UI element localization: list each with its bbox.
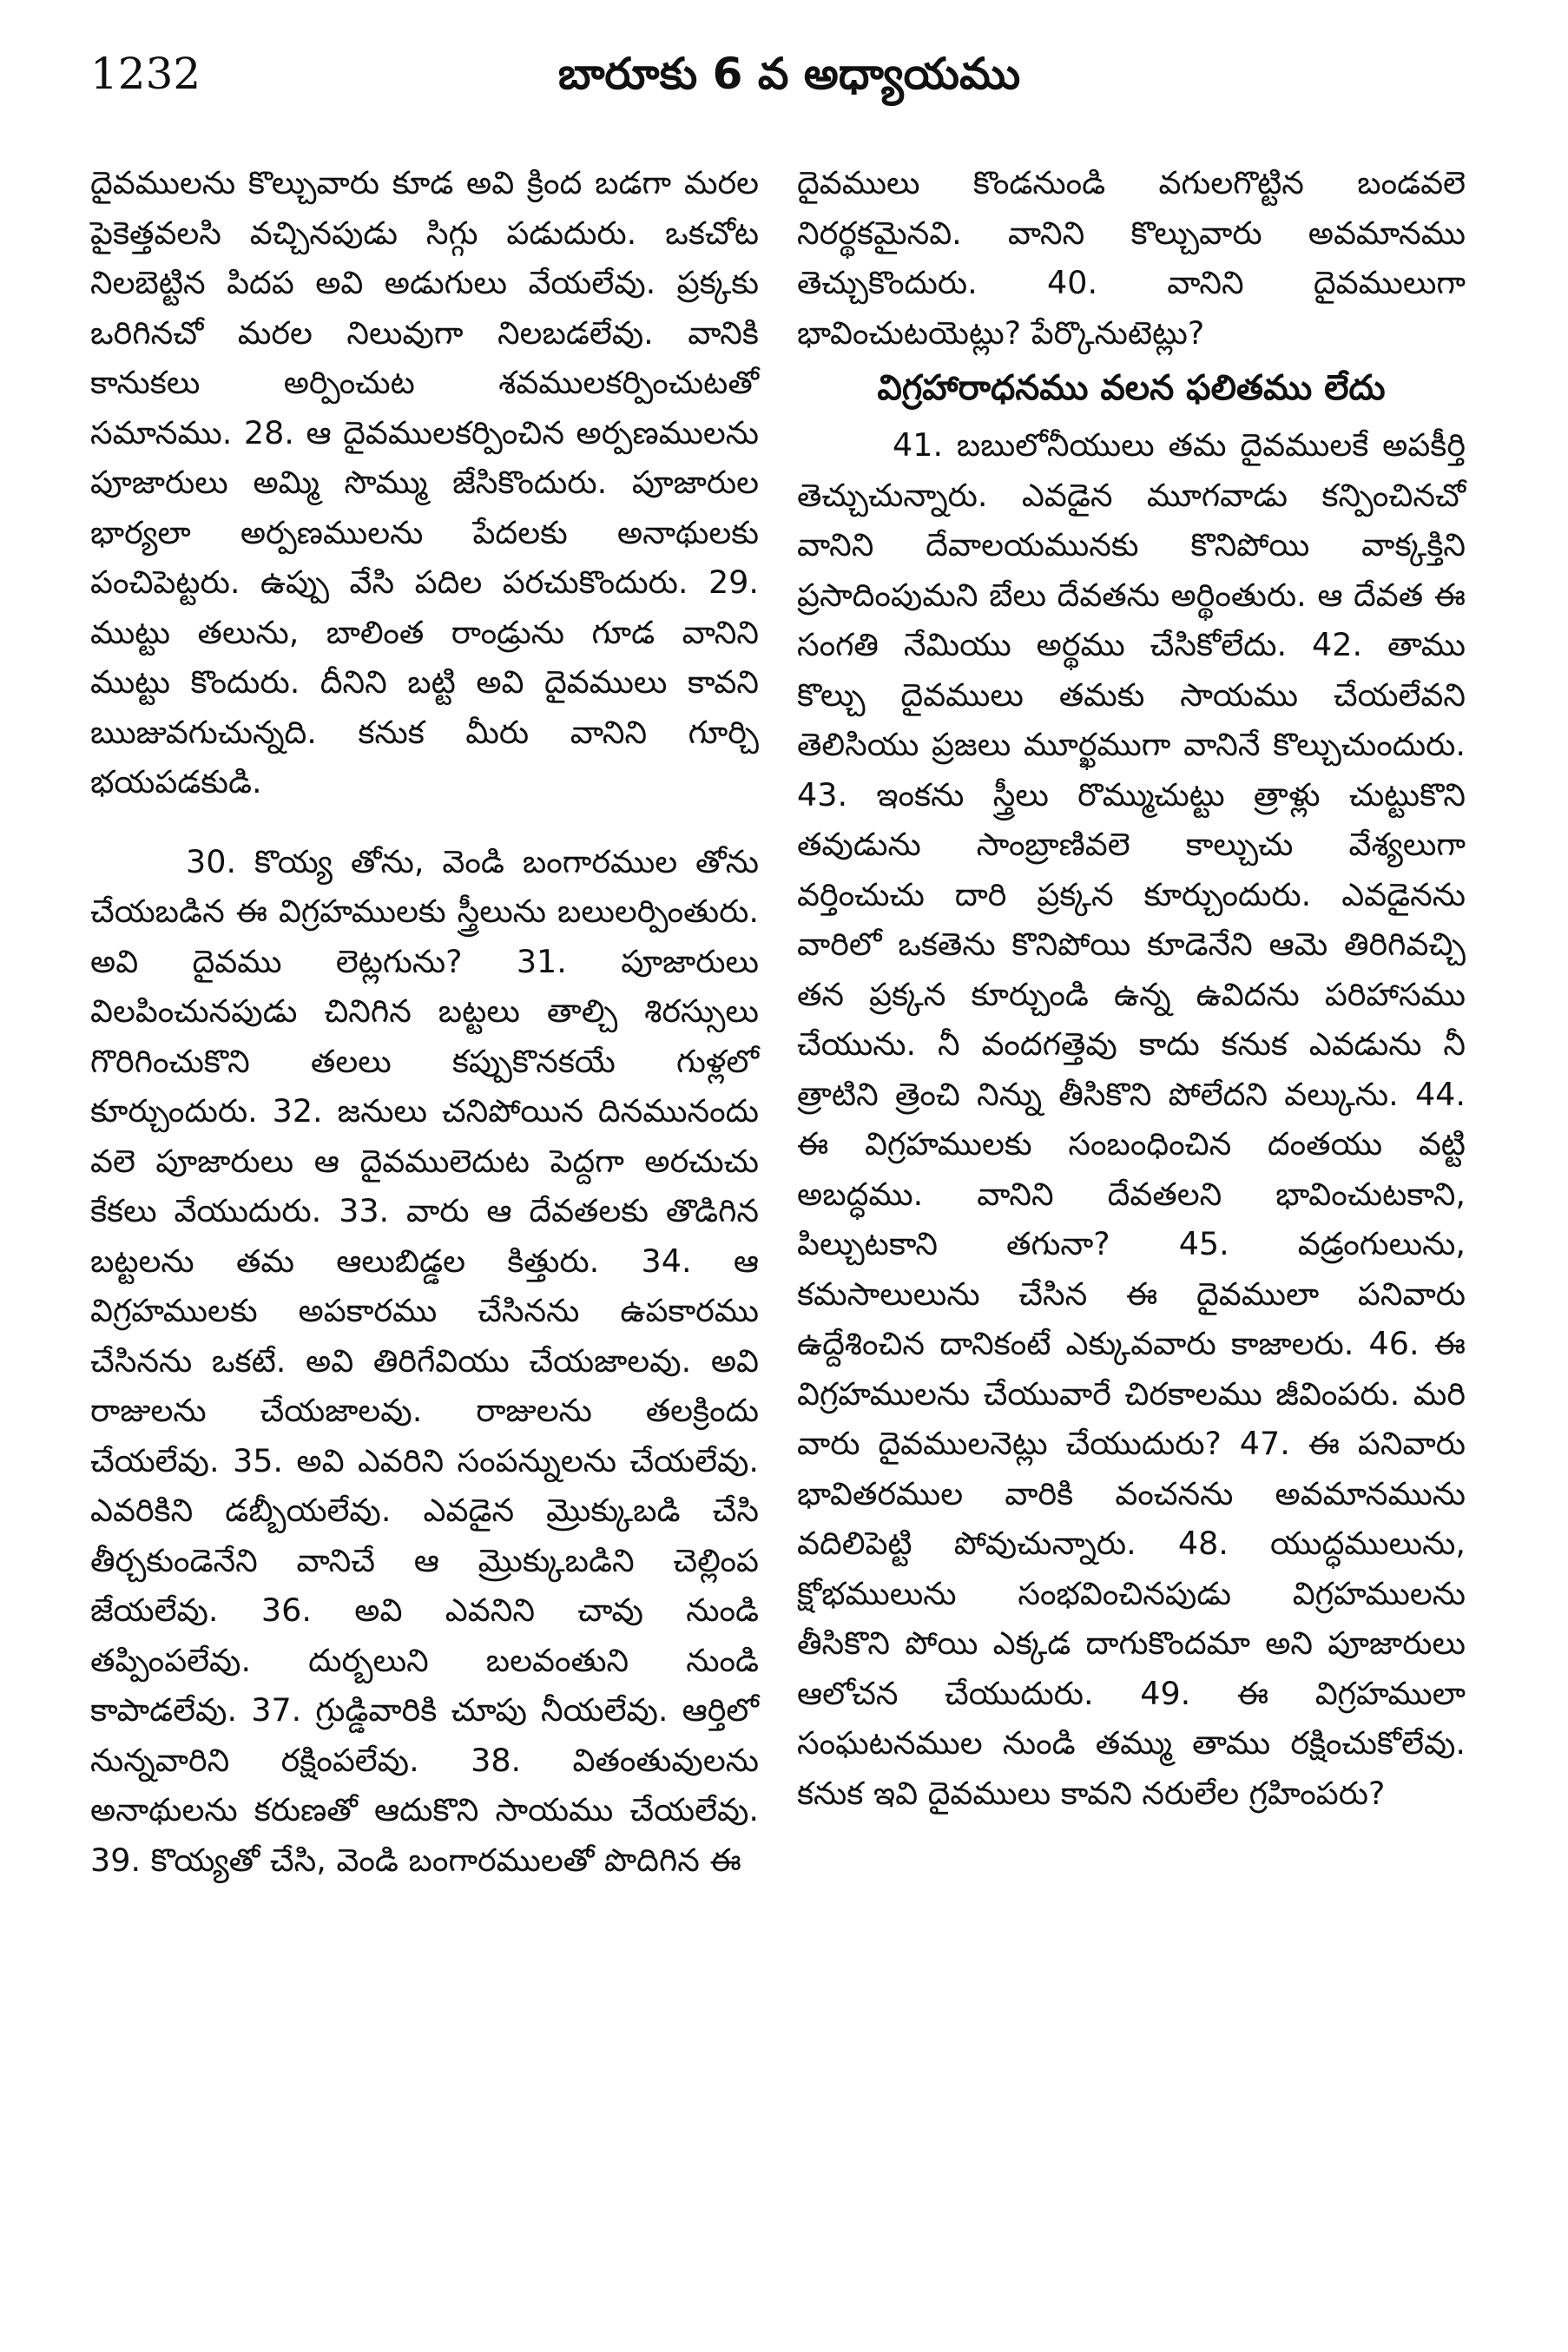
body-paragraph: 41. బబులోనీయులు తమ దైవములకే అపకీర్తి తెచ్చుచున్నారు. ఎవడైన మూగవాడు కన్పించినచో వానిని దేవాలయమునకు కొనిపోయి వాక్కక్తిని ప్రసాదింపుమని బేలు దేవతను అర్థింతురు. ఆ దేవత ఈ సంగతి నేమియు అర్థము చేసికోలేదు. 42. తాము కొల్చు దైవములు తమకు సాయము చేయలేవని తెలిసియు ప్రజలు మూర్ఖముగా వానినే కొల్చుచుందురు. 43. ఇంకను స్త్రీలు రొమ్ముచుట్టు త్రాళ్లు చుట్టుకొని తవుడును సాంబ్రాణివలె కాల్చుచు వేశ్యలుగా వర్తించుచు దారి ప్రక్కన కూర్చుందురు. ఎవడైనను వారిలో ఒకతెను కొనిపోయి కూడెనేని ఆమె తిరిగివచ్చి తన ప్రక్కన కూర్చుండి ఉన్న ఉవిదను పరిహాసము చేయును. నీ వందగత్తెవు కాదు కనుక ఎవడును నీ త్రాటిని త్రెంచి నిన్ను తీసికొని పోలేదని వల్కును. 44. ఈ విగ్రహములకు సంబంధించిన దంతయు వట్టి అబద్ధము. వానిని దేవతలని భావించుటకాని, పిల్చుటకాని తగునా? 45. వడ్రంగులును, కమసాలులును చేసిన ఈ దైవములా పనివారు ఉద్దేశించిన దానికంటే ఎక్కువవారు కాజాలరు. 46. ఈ విగ్రహములను చేయువారే చిరకాలము జీవింపరు. మరి వారు దైవములనెట్లు చేయుదురు? 47. ఈ పనివారు భావితరముల వారికి వంచనను అవమానమును వదిలిపెట్టి పోవుచున్నారు. 48. యుద్ధములును, క్షోభములును సంభవించినపుడు విగ్రహములను తీసికొని పోయి ఎక్కడ దాగుకొందమా అని పూజారులు ఆలోచన చేయుదురు. 49. ఈ విగ్రహములా సంఘటనముల నుండి తమ్ము తాము రక్షించుకోలేవు. కనుక ఇవి దైవములు కావని నరులేల గ్రహింపరు?: [797, 426, 1466, 1812]
body-paragraph: దైవములను కొల్చువారు కూడ అవి క్రింద బడగా మరల పైకెత్తవలసి వచ్చినపుడు సిగ్గు పడుదురు. ఒకచోట నిలబెట్టిన పిదప అవి అడుగులు వేయలేవు. ప్రక్కకు ఒరిగినచో మరల నిలువుగా నిలబడలేవు. వానికి కానుకలు అర్పించుట శవములకర్పించుటతో సమానము. 28. ఆ దైవములకర్పించిన అర్పణములను పూజారులు అమ్మి సొమ్ము జేసికొందురు. పూజారుల భార్యలా అర్పణములను పేదలకు అనాథులకు పంచిపెట్టరు. ఉప్పు వేసి పదిల పరచుకొందురు. 29. ముట్టు తలును, బాలింత రాండ్రును గూడ వానిని ముట్టు కొందురు. దీనిని బట్టి అవి దైవములు కావని ఋజువగుచున్నది. కనుక మీరు వానిని గూర్చి భయపడకుడి.: [90, 164, 759, 800]
section-heading: విగ్రహారాధనము వలన ఫలితము లేదు: [877, 368, 1386, 408]
page-header: [90, 43, 1488, 113]
left-text-column: [90, 158, 759, 1885]
body-paragraph: దైవములు కొండనుండి వగులగొట్టిన బండవలె నిరర్థకమైనవి. వానిని కొల్చువారు అవమానము తెచ్చుకొందురు. 40. వానిని దైవములుగా భావించుటయెట్లు? పేర్కొనుటెట్లు?: [797, 164, 1466, 352]
right-text-column: [797, 158, 1466, 1818]
chapter-running-head: బారూకు 6 వ అధ్యాయము: [557, 49, 1021, 99]
body-paragraph: 30. కొయ్య తోను, వెండి బంగారముల తోను చేయబడిన ఈ విగ్రహములకు స్త్రీలును బలులర్పింతురు. అవి దైవము లెట్లగును? 31. పూజారులు విలపించునపుడు చినిగిన బట్టలు తాల్చి శిరస్సులు గొరిగించుకొని తలలు కప్పుకొనకయే గుళ్లలో కూర్చుందురు. 32. జనులు చనిపోయిన దినమునందు వలె పూజారులు ఆ దైవములెదుట పెద్దగా అరచుచు కేకలు వేయుదురు. 33. వారు ఆ దేవతలకు తొడిగిన బట్టలను తమ ఆలుబిడ్డల కిత్తురు. 34. ఆ విగ్రహములకు అపకారము చేసినను ఉపకారము చేసినను ఒకటే. అవి తిరిగేవియు చేయజాలవు. అవి రాజులను చేయజాలవు. రాజులను తలక్రిందు చేయలేవు. 35. అవి ఎవరిని సంపన్నులను చేయలేవు. ఎవరికిని డబ్బీయలేవు. ఎవడైన మ్రొక్కుబడి చేసి తీర్చకుండెనేని వానిచే ఆ మ్రొక్కుబడిని చెల్లింప జేయలేవు. 36. అవి ఎవనిని చావు నుండి తప్పింపలేవు. దుర్బలుని బలవంతుని నుండి కాపాడలేవు. 37. గ్రుడ్డివారికి చూపు నీయలేవు. ఆర్తిలో నున్నవారిని రక్షింపలేవు. 38. వితంతువులను అనాథులను కరుణతో ఆదుకొని సాయము చేయలేవు. 39. కొయ్యతో చేసి, వెండి బంగారములతో పొదిగిన ఈ: [90, 842, 759, 1879]
page-number: 1232: [90, 49, 201, 99]
